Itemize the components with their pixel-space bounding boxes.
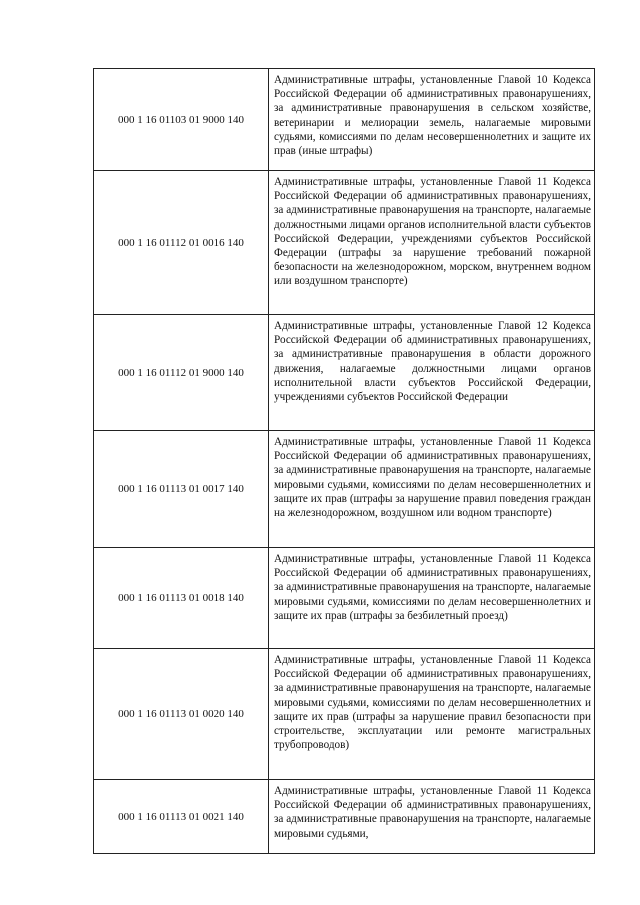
description-cell: Административные штрафы, установленные Главой 11 Кодекса Российской Федерации об административных правонарушениях, за административные правонарушения на транспорте, налагаемые мировыми судьями, комиссиями по делам несовершеннолетних и защите их прав (штрафы за нарушение правил безопасности при строительстве, эксплуатации или ремонте магистральных трубопроводов) xyxy=(269,649,595,780)
budget-code-cell: 000 1 16 01112 01 9000 140 xyxy=(94,315,269,431)
table-row xyxy=(94,548,595,649)
budget-code-cell: 000 1 16 01113 01 0020 140 xyxy=(94,649,269,780)
table-row xyxy=(94,431,595,548)
table-row xyxy=(94,69,595,171)
description-cell: Административные штрафы, установленные Главой 12 Кодекса Российской Федерации об административных правонарушениях, за административные правонарушения в области дорожного движения, налагаемые должностными лицами органов исполнительной власти субъектов Российской Федерации, учреждениями субъектов Российской Федерации xyxy=(269,315,595,431)
budget-code-cell: 000 1 16 01112 01 0016 140 xyxy=(94,171,269,315)
budget-code-cell: 000 1 16 01113 01 0017 140 xyxy=(94,431,269,548)
description-cell: Административные штрафы, установленные Главой 11 Кодекса Российской Федерации об административных правонарушениях, за административные правонарушения на транспорте, налагаемые мировыми судьями, комиссиями по делам несовершеннолетних и защите их прав (штрафы за безбилетный проезд) xyxy=(269,548,595,649)
description-cell: Административные штрафы, установленные Главой 11 Кодекса Российской Федерации об административных правонарушениях, за административные правонарушения на транспорте, налагаемые мировыми судьями, комиссиями по делам несовершеннолетних и защите их прав (штрафы за нарушение правил поведения граждан на железнодорожном, воздушном или водном транспорте) xyxy=(269,431,595,548)
budget-code-cell: 000 1 16 01113 01 0018 140 xyxy=(94,548,269,649)
description-cell: Административные штрафы, установленные Главой 11 Кодекса Российской Федерации об административных правонарушениях, за административные правонарушения на транспорте, налагаемые должностными лицами органов исполнительной власти субъектов Российской Федерации, учреждениями субъектов Российской Федерации (штрафы за нарушение требований пожарной безопасности на железнодорожном, морском, внутреннем водном или воздушном транспорте) xyxy=(269,171,595,315)
budget-code-cell: 000 1 16 01103 01 9000 140 xyxy=(94,69,269,171)
budget-codes-table xyxy=(93,68,595,854)
table-row xyxy=(94,649,595,780)
table-row xyxy=(94,780,595,854)
description-cell: Административные штрафы, установленные Главой 10 Кодекса Российской Федерации об административных правонарушениях, за административные правонарушения в сельском хозяйстве, ветеринарии и мелиорации земель, налагаемые мировыми судьями, комиссиями по делам несовершеннолетних и защите их прав (иные штрафы) xyxy=(269,69,595,171)
table-row xyxy=(94,315,595,431)
description-cell: Административные штрафы, установленные Главой 11 Кодекса Российской Федерации об административных правонарушениях, за административные правонарушения на транспорте, налагаемые мировыми судьями, xyxy=(269,780,595,854)
budget-code-cell: 000 1 16 01113 01 0021 140 xyxy=(94,780,269,854)
table-row xyxy=(94,171,595,315)
